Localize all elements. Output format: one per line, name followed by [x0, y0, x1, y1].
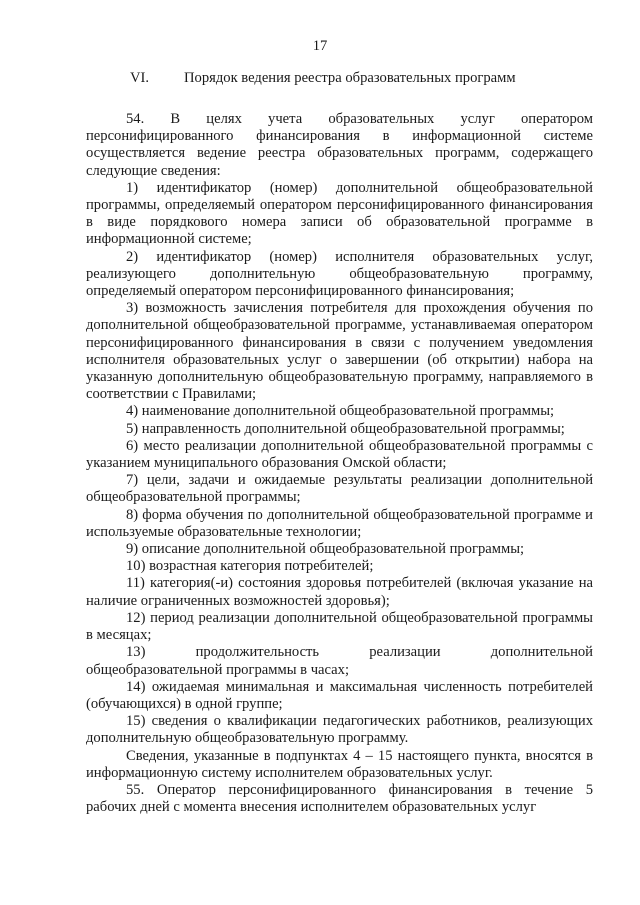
list-item-5: 5) направленность дополнительной общеобразовательной программы; [126, 420, 565, 437]
list-item-4: 4) наименование дополнительной общеобразовательной программы; [126, 403, 555, 420]
paragraph-54-intro: 54. В целях учета образовательных услуг оператором персонифицированного финансирования в информационной системе осуществляется ведение реестра образовательных программ, содержащего следующие сведения: [86, 111, 593, 179]
list-item-14: 14) ожидаемая минимальная и максимальная численность потребителей (обучающихся) в одной группе; [86, 678, 593, 712]
list-item-15: 15) сведения о квалификации педагогических работников, реализующих дополнительную общеобразовательную программу. [86, 713, 593, 747]
list-item-8: 8) форма обучения по дополнительной общеобразовательной программе и используемые образовательные технологии; [86, 506, 593, 540]
list-item-11: 11) категория(-и) состояния здоровья потребителей (включая указание на наличие ограниченных возможностей здоровья); [86, 575, 593, 609]
list-item-6: 6) место реализации дополнительной общеобразовательной программы с указанием муниципального образования Омской области; [86, 437, 593, 472]
list-item-7: 7) цели, задачи и ожидаемые результаты реализации дополнительной общеобразовательной программы; [86, 472, 593, 506]
section-title: Порядок ведения реестра образовательных программ [184, 70, 516, 86]
list-item-9: 9) описание дополнительной общеобразовательной программы; [126, 541, 525, 558]
page-number: 17 [312, 38, 328, 54]
list-item-1: 1) идентификатор (номер) дополнительной общеобразовательной программы, определяемый оператором персонифицированного финансирования в виде порядкового номера записи об образовательной программе в информационной системе; [86, 179, 593, 248]
list-item-2: 2) идентификатор (номер) исполнителя образовательных услуг, реализующего дополнительную общеобразовательную программу, определяемый оператором персонифицированного финансирования; [86, 248, 593, 300]
document-body [86, 111, 593, 816]
list-item-13: 13) продолжительность реализации дополнительной общеобразовательной программы в часах; [86, 644, 593, 678]
list-item-10: 10) возрастная категория потребителей; [126, 558, 374, 575]
note-paragraph: Сведения, указанные в подпунктах 4 – 15 настоящего пункта, вносятся в информационную систему исполнителем образовательных услуг. [86, 747, 593, 781]
section-heading [130, 70, 570, 87]
list-item-12: 12) период реализации дополнительной общеобразовательной программы в месяцах; [86, 609, 593, 644]
paragraph-55-intro: 55. Оператор персонифицированного финансирования в течение 5 рабочих дней с момента внесения исполнителем образовательных услуг [86, 781, 593, 816]
section-number: VI. [130, 70, 150, 86]
list-item-3: 3) возможность зачисления потребителя для прохождения обучения по дополнительной общеобразовательной программе, устанавливаемая оператором персонифицированного финансирования в связи с получением уведомления исполнителя образовательных услуг о завершении (об открытии) набора на указанную дополнительную общеобразовательную программу, направляемого в соответствии с Правилами; [86, 300, 593, 403]
